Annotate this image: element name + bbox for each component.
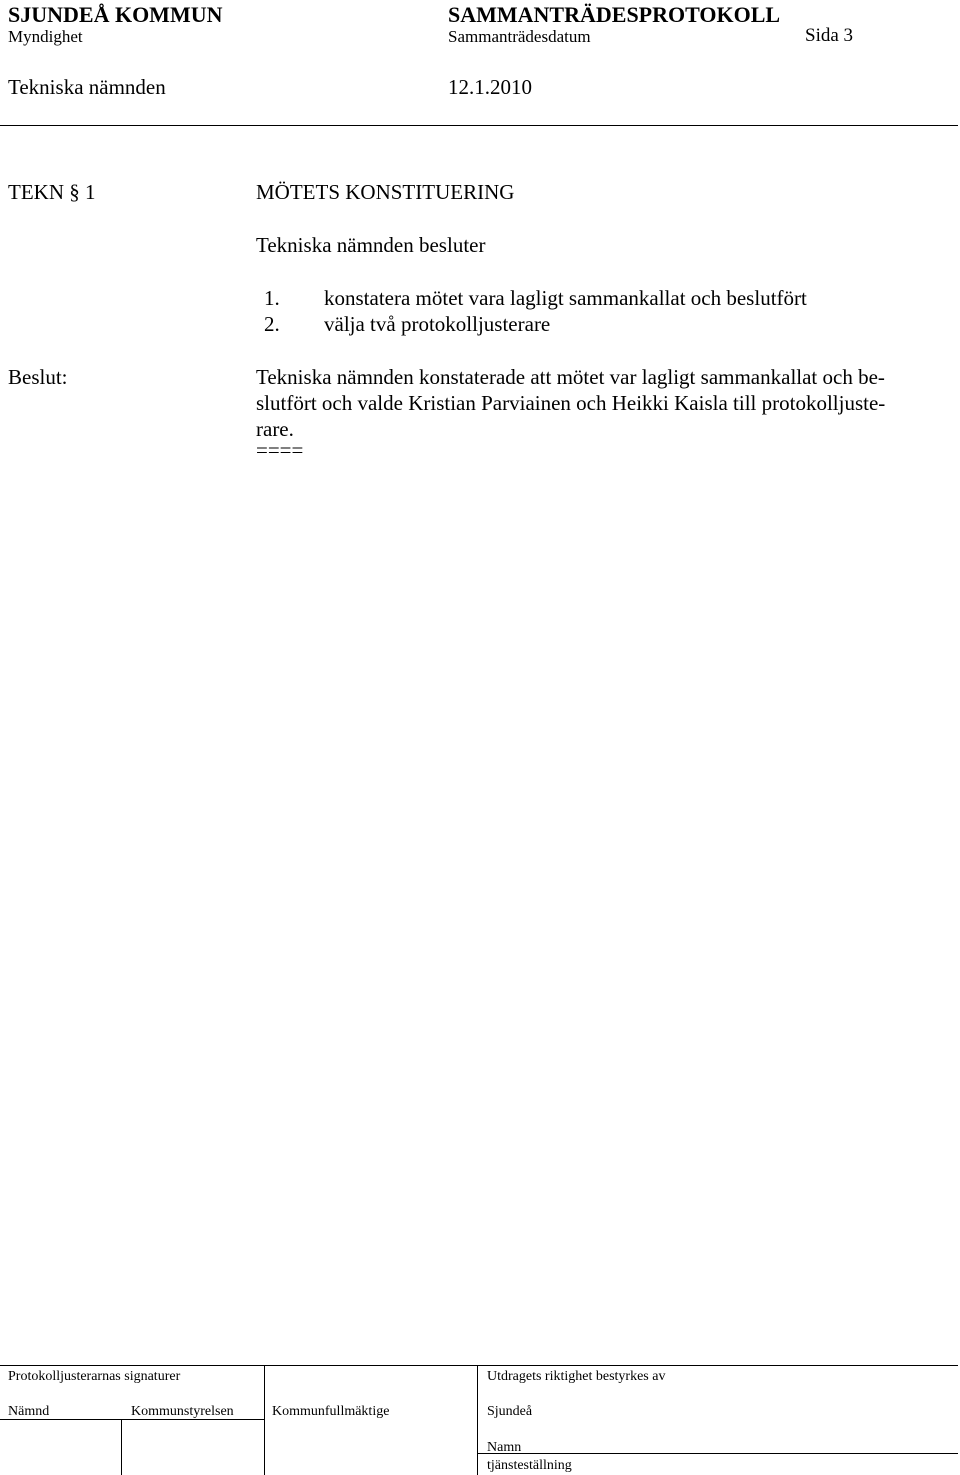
authority-name: Tekniska nämnden: [8, 75, 166, 99]
list-item-text: konstatera mötet vara lagligt sammankallat och beslutfört: [324, 286, 807, 310]
section-title: MÖTETS KONSTITUERING: [256, 180, 515, 204]
end-marker: ====: [256, 438, 304, 462]
certified-label: Utdragets riktighet bestyrkes av: [487, 1369, 666, 1384]
list-item-number: 1.: [264, 286, 280, 310]
signatures-label: Protokolljusterarnas signaturer: [8, 1369, 181, 1384]
section-number: 1: [85, 180, 96, 204]
decision-text-line: Tekniska nämnden konstaterade att mötet var lagligt sammankallat och be-: [256, 365, 885, 389]
section-ref: TEKN: [8, 180, 64, 204]
footer-vertical-rule: [477, 1365, 478, 1475]
authority-label: Myndighet: [8, 27, 83, 46]
header-divider: [0, 125, 958, 126]
footer-inner-rule: [477, 1453, 958, 1454]
list-item-number: 2.: [264, 312, 280, 336]
list-item-text: välja två protokolljusterare: [324, 312, 551, 336]
decision-label: Beslut:: [8, 365, 68, 389]
footer-place: Sjundeå: [487, 1404, 533, 1419]
footer-name-label: Namn: [487, 1440, 522, 1455]
footer-vertical-rule: [121, 1420, 122, 1475]
protocol-title: SAMMANTRÄDESPROTOKOLL: [448, 2, 781, 27]
decision-text-line: slutfört och valde Kristian Parviainen och Heikki Kaisla till protokolljuste-: [256, 391, 886, 415]
footer-col-municipal-council: Kommunfullmäktige: [272, 1404, 390, 1419]
footer-col-municipal-board: Kommunstyrelsen: [131, 1404, 234, 1419]
meeting-date: 12.1.2010: [448, 75, 532, 99]
footer-top-rule: [0, 1365, 958, 1366]
page-number: Sida 3: [805, 25, 854, 46]
footer-col-board: Nämnd: [8, 1404, 50, 1419]
footer-vertical-rule: [264, 1365, 265, 1475]
section-reference: [8, 179, 96, 205]
paragraph-symbol: §: [69, 180, 80, 204]
decision-text-line: rare.: [256, 417, 294, 441]
meeting-date-label: Sammanträdesdatum: [448, 27, 591, 46]
footer-position-label: tjänsteställning: [487, 1458, 572, 1473]
proposal-intro: Tekniska nämnden besluter: [256, 233, 486, 257]
municipality-name: SJUNDEÅ KOMMUN: [8, 2, 223, 27]
